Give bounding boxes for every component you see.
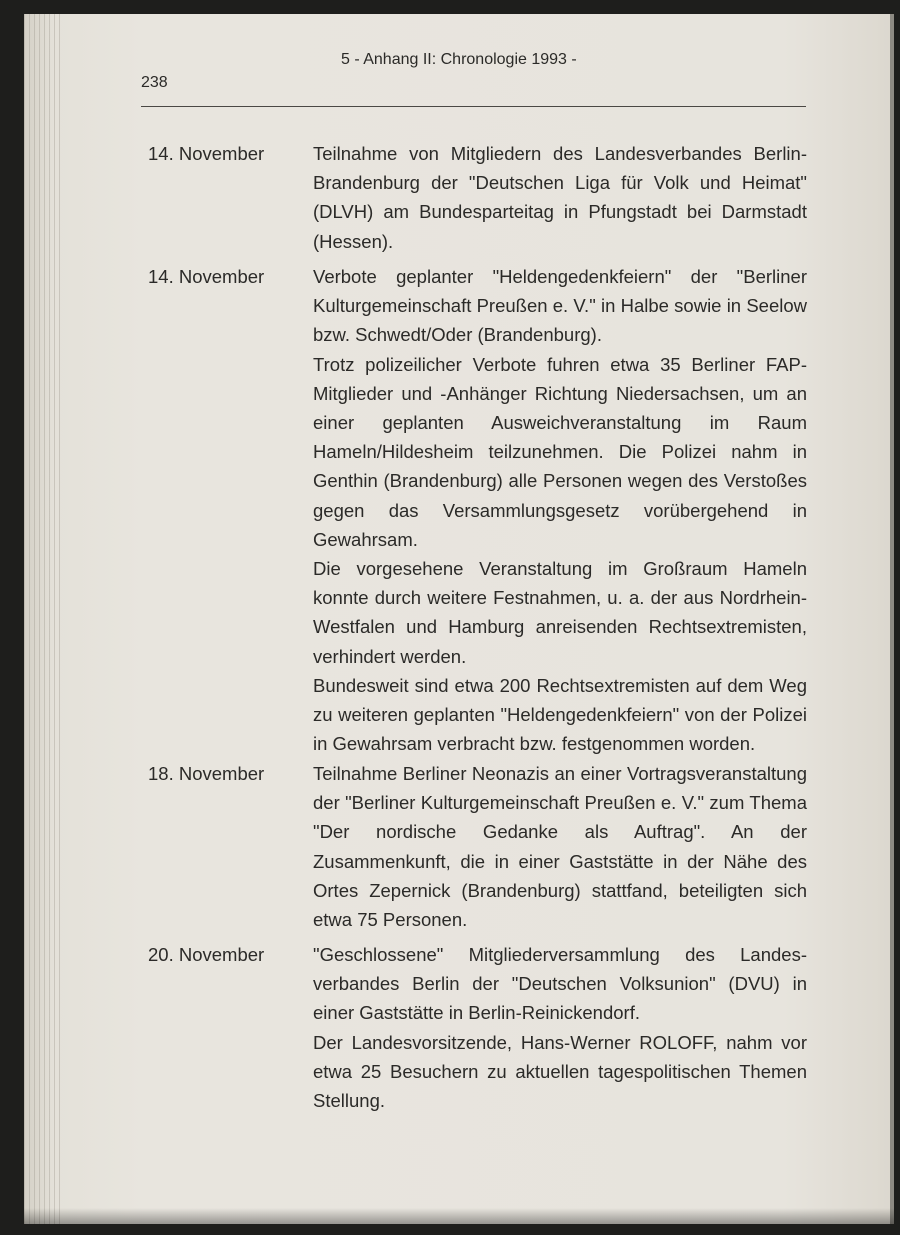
- entry-paragraph: Verbote geplanter "Heldengedenkfeiern" der "Berliner Kulturgemeinschaft Preußen e. V." in Halbe sowie in Seelow bzw. Schwedt/Oder (Brandenburg).: [313, 266, 807, 346]
- entry-date: 14. November: [148, 266, 265, 287]
- entry-text: [313, 759, 807, 934]
- entry-paragraph: Der Landesvorsitzende, Hans-Werner ROLOFF, nahm vor etwa 25 Besuchern zu aktuellen tagespolitischen Themen Stellung.: [313, 1031, 807, 1112]
- page-edges: [24, 14, 64, 1224]
- entry-date: 14. November: [148, 143, 265, 164]
- running-head: 5 - Anhang II: Chronologie 1993 -: [341, 51, 577, 68]
- entry-paragraph: Teilnahme Berliner Neonazis an einer Vortragsveranstaltung der "Berliner Kulturgemeinschaft Preußen e. V." zum Thema "Der nordische Gedanke als Auftrag". An der Zusammenkunft, die in einer Gaststätte in der Nähe des Ortes Zepernick (Brandenburg) stattfand, beteiligten sich etwa 75 Personen.: [313, 763, 807, 931]
- page-bottom-shadow: [24, 1208, 894, 1224]
- entry-paragraph: Die vorgesehene Veranstaltung im Großraum Hameln konnte durch weitere Festnahmen, u. a. der aus Nordrhein-Westfalen und Hamburg anreisenden Rechtsextremisten, verhindert werden.: [313, 558, 807, 667]
- entry-paragraph: "Geschlossene" Mitgliederversammlung des Landesverbandes Berlin der "Deutschen Volksunion" (DVU) in einer Gaststätte in Berlin-Reinickendorf.: [313, 944, 807, 1024]
- entry-paragraph: Trotz polizeilicher Verbote fuhren etwa 35 Berliner FAP-Mitglieder und -Anhänger Richtung Niedersachsen, um an einer geplanten Ausweichveranstaltung im Raum Hameln/Hildesheim teilzunehmen. Die Polizei nahm in Genthin (Brandenburg) alle Personen wegen des Verstoßes gegen das Versammlungsgesetz vorübergehend in Gewahrsam.: [313, 353, 807, 550]
- entry-text: [313, 139, 807, 256]
- entry-text: [313, 262, 807, 758]
- entry-date: 18. November: [148, 763, 265, 784]
- entry-paragraph: Bundesweit sind etwa 200 Rechtsextremisten auf dem Weg zu weiteren geplanten "Heldengedenkfeiern" von der Polizei in Gewahrsam verbracht bzw. festgenommen worden.: [313, 674, 807, 755]
- entry-date: 20. November: [148, 944, 265, 965]
- header-rule: [141, 106, 806, 107]
- page-number: 238: [141, 74, 168, 91]
- entry-paragraph: Teilnahme von Mitgliedern des Landesverbandes Berlin-Brandenburg der "Deutschen Liga für Volk und Heimat" (DLVH) am Bundesparteitag in Pfungstadt bei Darmstadt (Hessen).: [313, 143, 807, 252]
- entry-text: [313, 940, 807, 1115]
